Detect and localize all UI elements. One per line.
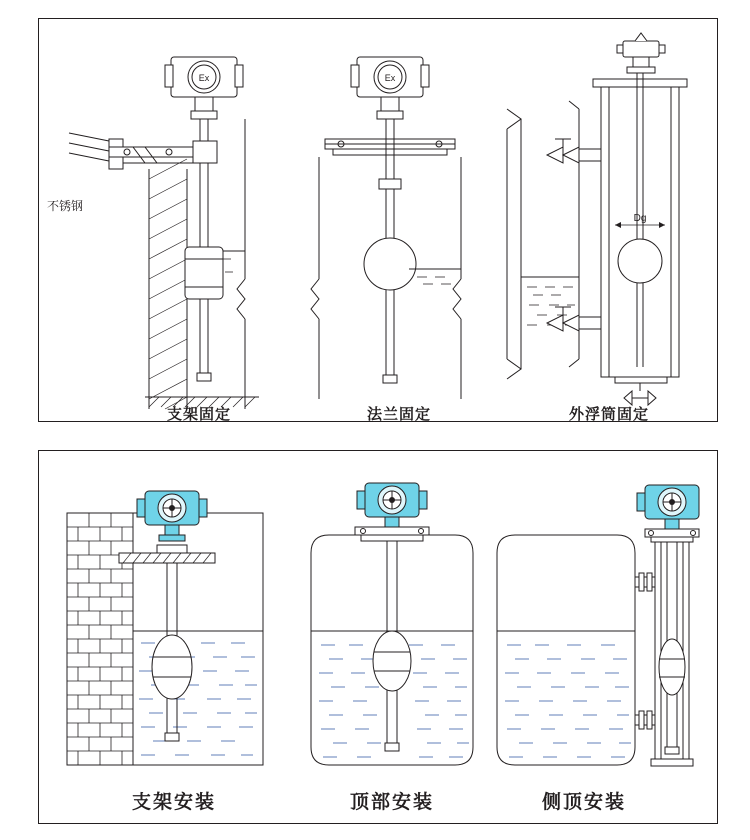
caption-bracket-mount: 支架安装 xyxy=(131,792,216,813)
figure-side-top-mount xyxy=(491,471,703,771)
diagram-panel-bottom xyxy=(38,450,718,824)
figure-bracket-mount xyxy=(61,471,281,771)
external-chamber-drawing xyxy=(489,29,709,399)
caption-external-chamber-fixed: 外浮筒固定 xyxy=(568,406,649,423)
figure-external-chamber-fixed xyxy=(489,29,709,399)
figure-bracket-fixed xyxy=(49,29,269,399)
diagram-panel-top xyxy=(38,18,718,422)
figure-top-mount xyxy=(297,471,487,771)
bracket-fixed-drawing xyxy=(49,29,269,399)
ex-label: Ex xyxy=(198,73,210,83)
caption-flange-fixed: 法兰固定 xyxy=(366,406,431,423)
caption-side-top-mount: 侧顶安装 xyxy=(541,792,626,813)
stainless-steel-note: 不锈钢 xyxy=(47,199,84,213)
caption-bracket-fixed: 支架固定 xyxy=(166,406,231,423)
ex-label: Ex xyxy=(384,73,396,83)
top-mount-drawing xyxy=(297,471,487,771)
dg-dimension-label: Dg xyxy=(633,213,647,224)
figure-flange-fixed xyxy=(289,29,489,399)
side-top-mount-drawing xyxy=(491,471,703,771)
caption-top-mount: 顶部安装 xyxy=(349,792,434,813)
bracket-mount-drawing xyxy=(61,471,281,771)
flange-fixed-drawing xyxy=(289,29,489,399)
